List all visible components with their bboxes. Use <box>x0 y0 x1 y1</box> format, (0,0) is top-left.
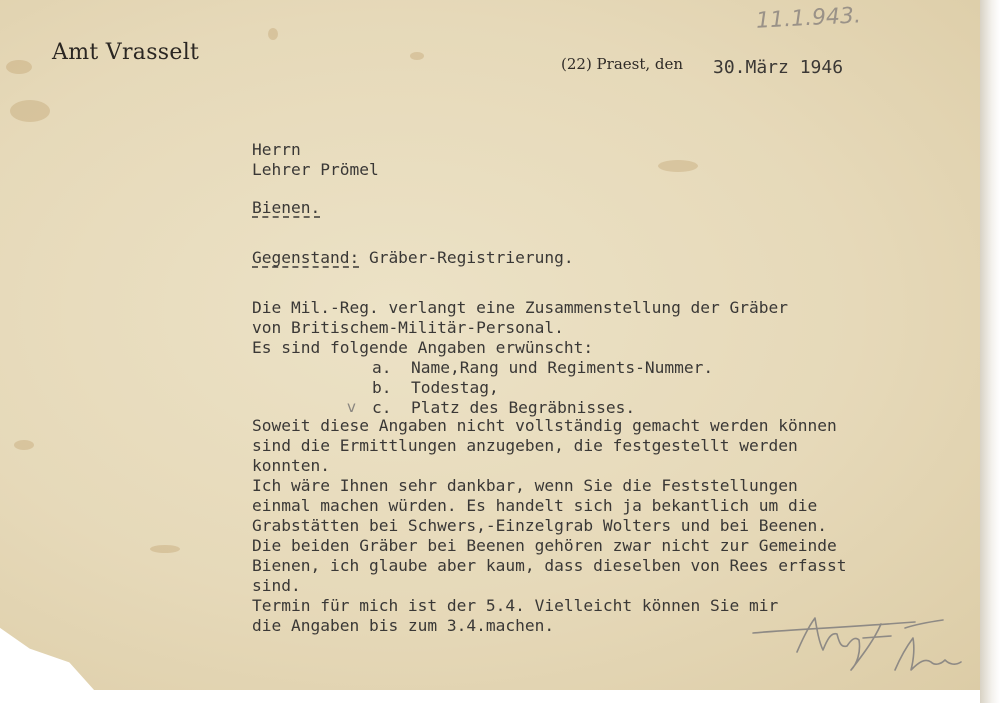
body-line: Ich wäre Ihnen sehr dankbar, wenn Sie die Feststellungen <box>252 476 798 495</box>
body-line: sind die Ermittlungen anzugeben, die festgestellt werden <box>252 436 798 455</box>
body-line: Soweit diese Angaben nicht vollständig gemacht werden können <box>252 416 837 435</box>
place-line: (22) Praest, den <box>561 55 684 73</box>
body-line: die Angaben bis zum 3.4.machen. <box>252 616 555 635</box>
margin-check-mark: v <box>347 398 356 416</box>
handwritten-signature <box>745 600 975 685</box>
list-item: a. Name,Rang und Regiments-Nummer. <box>372 358 714 377</box>
body-line: Bienen, ich glaube aber kaum, dass dieselben von Rees erfasst <box>252 556 847 575</box>
body-line: einmal machen würden. Es handelt sich ja bekantlich um die <box>252 496 818 515</box>
subject-label: Gegenstand: <box>252 248 360 267</box>
body-line: Termin für mich ist der 5.4. Vielleicht können Sie mir <box>252 596 779 615</box>
recipient-line-2: Lehrer Prömel <box>252 160 379 179</box>
body-line: konnten. <box>252 456 330 475</box>
list-item: c. Platz des Begräbnisses. <box>372 398 636 417</box>
paper-stain <box>268 28 278 40</box>
recipient-line-1: Herrn <box>252 140 301 159</box>
paper-stain <box>6 60 32 74</box>
paper-stain <box>410 52 424 60</box>
handwritten-reference-note: 11.1.943. <box>755 3 862 34</box>
paper-stain <box>14 440 34 450</box>
paper-stain <box>658 160 698 172</box>
paper-stain <box>150 545 180 553</box>
letterhead-title: Amt Vrasselt <box>52 40 200 65</box>
body-line: sind. <box>252 576 301 595</box>
recipient-line-3: Bienen. <box>252 198 321 217</box>
list-item: b. Todestag, <box>372 378 499 397</box>
body-line: Die Mil.-Reg. verlangt eine Zusammenstellung der Gräber <box>252 298 789 317</box>
body-line: von Britischem-Militär-Personal. <box>252 318 564 337</box>
letter-date: 30.März 1946 <box>713 57 844 78</box>
paper-stain <box>10 100 50 122</box>
body-line: Die beiden Gräber bei Beenen gehören zwar nicht zur Gemeinde <box>252 536 837 555</box>
scan-edge <box>980 0 1000 703</box>
subject-line <box>252 248 574 268</box>
body-line: Es sind folgende Angaben erwünscht: <box>252 338 594 357</box>
body-line: Grabstätten bei Schwers,-Einzelgrab Wolters und bei Beenen. <box>252 516 827 535</box>
subject-text: Gräber-Registrierung. <box>359 248 574 267</box>
